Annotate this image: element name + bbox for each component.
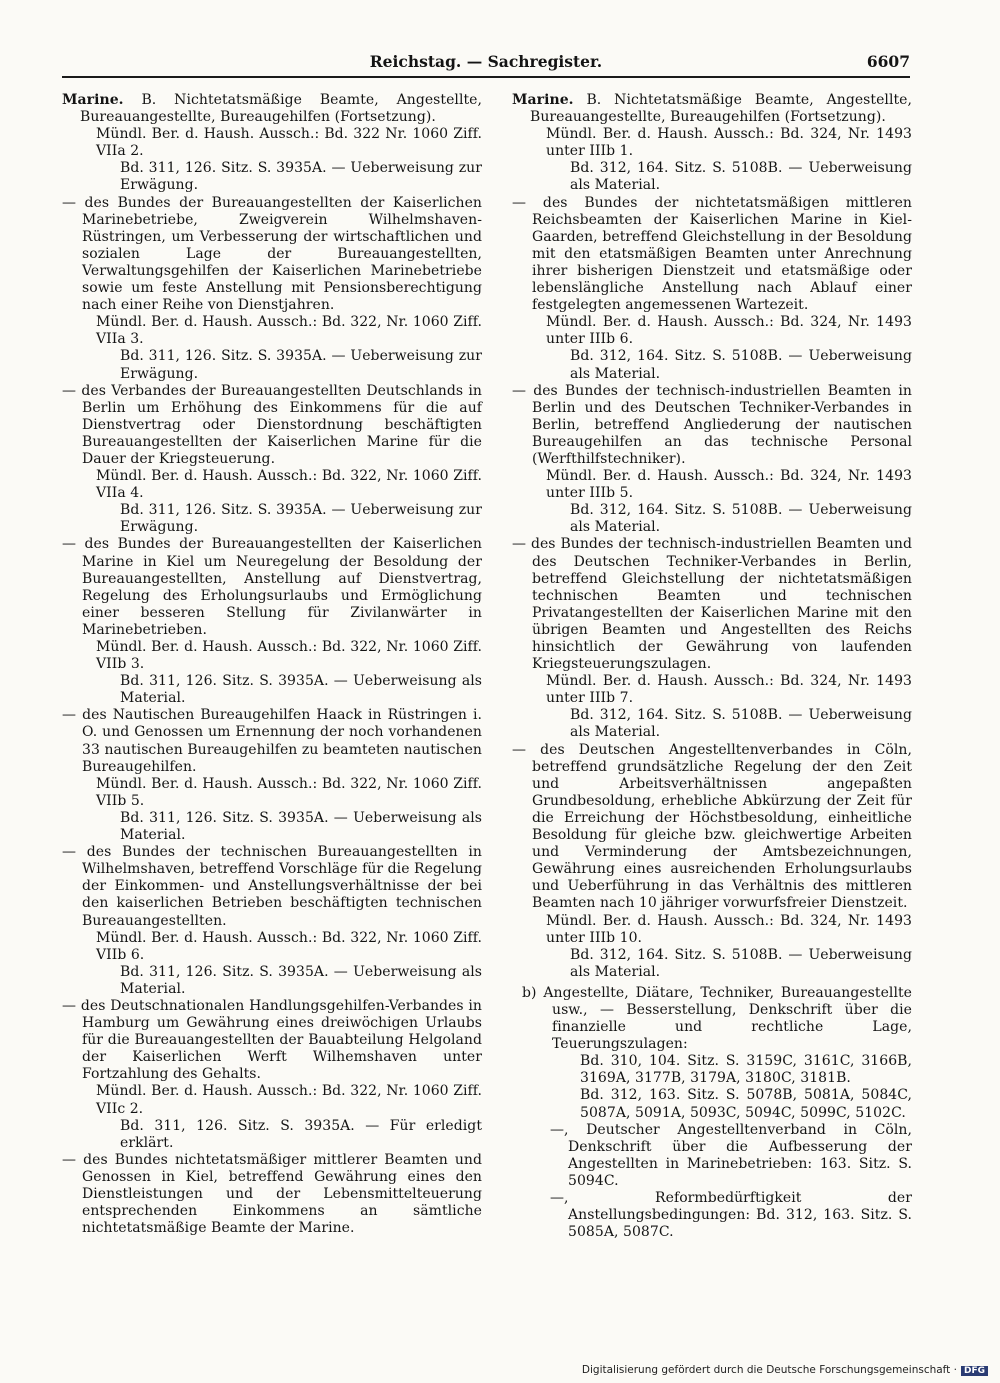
- right-entry-12: [512, 742, 912, 913]
- right-ref1-13: [512, 913, 912, 947]
- entry-text: — des Bundes der technischen Bureauangestellten in Wilhelmshaven, betreffend Vorschläge für die Regelung der Einkommen- und Anstellungsverhältnisse der bei den kaiserlichen Betrieben beschäftigten technischen Bureauangestellten.: [62, 844, 482, 929]
- page-header: [62, 52, 910, 74]
- right-ref1-7: [512, 468, 912, 502]
- entry-text: — des Bundes der technisch-industriellen Beamten in Berlin und des Deutschen Techniker-Verbandes in Berlin, betreffend Angliederung der nautischen Bureaugehilfen an das technische Personal (Werfthilfstechniker).: [512, 382, 912, 467]
- entry-text: Bd. 311, 126. Sitz. S. 3935A. — Ueberweisung als Material.: [120, 963, 482, 997]
- entry-text: Bd. 312, 163. Sitz. S. 5078B, 5081A, 5084C, 5087A, 5091A, 5093C, 5094C, 5099C, 5102C.: [580, 1087, 912, 1121]
- dfg-logo: DFG: [961, 1366, 988, 1376]
- entry-text: B. Nichtetatsmäßige Beamte, Angestellte, Bureauangestellte, Bureaugehilfen (Fortsetzung).: [530, 92, 912, 126]
- entry-text: Bd. 311, 126. Sitz. S. 3935A. — Ueberweisung zur Erwägung.: [120, 160, 482, 194]
- right-entry-6: [512, 383, 912, 468]
- left-column: [62, 92, 482, 1237]
- entry-text: Bd. 311, 126. Sitz. S. 3935A. — Ueberweisung als Material.: [120, 809, 482, 844]
- running-title: Reichstag. — Sachregister.: [369, 52, 603, 71]
- right-ref2-5: [512, 348, 912, 382]
- left-ref1-13: [62, 776, 482, 810]
- left-entry-15: [62, 844, 482, 929]
- right-ref2-14: [512, 947, 912, 981]
- right-ref2-2: [512, 160, 912, 194]
- entry-text: — des Verbandes der Bureauangestellten Deutschlands in Berlin um Erhöhung des Einkommens für die auf Dienstvertrag oder Dienstordnung beschäftigten Bureauangestellten der Kaiserlichen Marine für die Dauer der Kriegsteuerung.: [62, 382, 482, 467]
- right-subref-17: [512, 1087, 912, 1121]
- left-ref1-16: [62, 930, 482, 964]
- entry-text: Mündl. Ber. d. Haush. Aussch.: Bd. 324, Nr. 1493 unter IIIb 1.: [546, 126, 912, 160]
- left-entry-18: [62, 998, 482, 1083]
- entry-text: Mündl. Ber. d. Haush. Aussch.: Bd. 322, Nr. 1060 Ziff. VIIb 6.: [96, 929, 482, 963]
- right-ref1-10: [512, 673, 912, 707]
- left-head-0: [62, 92, 482, 126]
- entry-text: — des Bundes nichtetatsmäßiger mittlerer Beamten und Genossen in Kiel, betreffend Gewährung eines den Dienstleistungen und der Lebensmittelteuerung entsprechenden Einkommens an sämtliche nichtetatsmäßige Beamte der Marine.: [62, 1151, 482, 1237]
- right-head-0: [512, 92, 912, 126]
- left-ref1-1: [62, 126, 482, 160]
- entry-text: Mündl. Ber. d. Haush. Aussch.: Bd. 324, Nr. 1493 unter IIIb 5.: [546, 468, 912, 502]
- entry-text: Bd. 311, 126. Sitz. S. 3935A. — Ueberweisung zur Erwägung.: [120, 502, 482, 536]
- entry-text: Bd. 312, 164. Sitz. S. 5108B. — Ueberweisung als Material.: [570, 946, 912, 980]
- entry-text: Mündl. Ber. d. Haush. Aussch.: Bd. 322, Nr. 1060 Ziff. VIIa 3.: [96, 314, 482, 348]
- right-ref2-8: [512, 502, 912, 536]
- left-ref2-17: [62, 964, 482, 998]
- entry-text: —, Reformbedürftigkeit der Anstellungsbedingungen: Bd. 312, 163. Sitz. S. 5085A, 5087C.: [550, 1190, 912, 1241]
- entry-text: — des Bundes der Bureauangestellten der Kaiserlichen Marine in Kiel um Neuregelung der Besoldung der Bureauangestellten, Anstellung auf Dienstvertrag, Regelung des Erholungsurlaubs und Ermöglichung einer besseren Stellung für Zivilanwärter in Marinebetrieben.: [62, 536, 482, 638]
- entry-text: Bd. 312, 164. Sitz. S. 5108B. — Ueberweisung als Material.: [570, 348, 912, 382]
- entry-text: Mündl. Ber. d. Haush. Aussch.: Bd. 322, Nr. 1060 Ziff. VIIb 3.: [96, 639, 482, 673]
- left-ref2-11: [62, 673, 482, 707]
- left-ref2-8: [62, 502, 482, 536]
- left-ref2-2: [62, 160, 482, 194]
- left-ref1-4: [62, 314, 482, 348]
- section-keyword: Marine.: [62, 92, 124, 108]
- entry-text: Mündl. Ber. d. Haush. Aussch.: Bd. 324, Nr. 1493 unter IIIb 7.: [546, 673, 912, 707]
- entry-text: B. Nichtetatsmäßige Beamte, Angestellte, Bureauangestellte, Bureaugehilfen (Fortsetzung).: [80, 92, 482, 126]
- entry-text: Mündl. Ber. d. Haush. Aussch.: Bd. 322, Nr. 1060 Ziff. VIIa 4.: [96, 468, 482, 502]
- left-ref2-5: [62, 348, 482, 382]
- entry-text: Mündl. Ber. d. Haush. Aussch.: Bd. 322, Nr. 1060 Ziff. VIIb 5.: [96, 775, 482, 809]
- right-ref1-1: [512, 126, 912, 160]
- entry-text: Bd. 311, 126. Sitz. S. 3935A. — Ueberweisung als Material.: [120, 673, 482, 707]
- entry-text: Mündl. Ber. d. Haush. Aussch.: Bd. 322, Nr. 1060 Ziff. VIIc 2.: [96, 1083, 482, 1117]
- right-subentry-18: [512, 1122, 912, 1190]
- left-ref1-7: [62, 468, 482, 502]
- entry-text: — des Bundes der Bureauangestellten der Kaiserlichen Marinebetriebe, Zweigverein Wilhelmshaven-Rüstringen, um Verbesserung der wirtschaftlichen und sozialen Lage der Bureauangestellten, Verwaltungsgehilfen der Kaiserlichen Marinebetriebe sowie um feste Anstellung mit Pensionsberechtigung nach einer Reihe von Dienstjahren.: [62, 194, 482, 314]
- right-subentry2-19: [512, 1190, 912, 1241]
- footer-credit-text: Digitalisierung gefördert durch die Deutsche Forschungsgemeinschaft ·: [581, 1364, 957, 1376]
- entry-text: —, Deutscher Angestelltenverband in Cöln, Denkschrift über die Aufbesserung der Angestellten in Marinebetrieben: 163. Sitz. S. 5094C.: [550, 1121, 912, 1189]
- left-entry-12: [62, 707, 482, 775]
- section-keyword: Marine.: [512, 92, 574, 108]
- entry-text: Bd. 311, 126. Sitz. S. 3935A. — Für erledigt erklärt.: [120, 1117, 482, 1151]
- entry-text: Bd. 310, 104. Sitz. S. 3159C, 3161C, 3166B, 3169A, 3177B, 3179A, 3180C, 3181B.: [580, 1053, 912, 1087]
- entry-text: — des Bundes der nichtetatsmäßigen mittleren Reichsbeamten der Kaiserlichen Marine in Kiel-Gaarden, betreffend Gleichstellung in der Besoldung mit den etatsmäßigen Beamten unter Anrechnung ihrer bisherigen Dienstzeit und etatsmäßige oder lebenslängliche Anstellung nach Ablauf einer festgelegten angemessenen Wartezeit.: [512, 194, 912, 314]
- left-ref1-19: [62, 1083, 482, 1117]
- left-entry-9: [62, 536, 482, 639]
- header-rule: [62, 76, 910, 78]
- left-entry-21: [62, 1152, 482, 1237]
- right-entry-3: [512, 195, 912, 315]
- page-number: 6607: [866, 52, 910, 71]
- right-ref2-11: [512, 707, 912, 741]
- right-ref1-4: [512, 314, 912, 348]
- entry-text: Bd. 312, 164. Sitz. S. 5108B. — Ueberweisung als Material.: [570, 502, 912, 536]
- left-ref2-20: [62, 1118, 482, 1152]
- entry-text: Mündl. Ber. d. Haush. Aussch.: Bd. 324, Nr. 1493 unter IIIb 10.: [546, 912, 912, 946]
- entry-text: Mündl. Ber. d. Haush. Aussch.: Bd. 324, Nr. 1493 unter IIIb 6.: [546, 314, 912, 348]
- right-column: [512, 92, 912, 1241]
- footer-credit: [582, 1364, 988, 1376]
- entry-text: Bd. 312, 164. Sitz. S. 5108B. — Ueberweisung als Material.: [570, 160, 912, 194]
- entry-text: — des Deutschnationalen Handlungsgehilfen-Verbandes in Hamburg um Gewährung eines dreiwöchigen Urlaubs für die Bureauangestellten der Bauabteilung Helgoland der Kaiserlichen Werft Wilhemshaven unter Fortzahlung des Gehalts.: [62, 997, 482, 1083]
- left-entry-6: [62, 383, 482, 468]
- entry-text: Mündl. Ber. d. Haush. Aussch.: Bd. 322 Nr. 1060 Ziff. VIIa 2.: [96, 126, 482, 160]
- left-entry-3: [62, 195, 482, 315]
- entry-text: Bd. 311, 126. Sitz. S. 3935A. — Ueberweisung zur Erwägung.: [120, 348, 482, 382]
- left-ref1-10: [62, 639, 482, 673]
- right-entry-9: [512, 536, 912, 673]
- entry-text: b) Angestellte, Diätare, Techniker, Bureauangestellte usw., — Besserstellung, Denkschrift über die finanzielle und rechtliche Lage, Teuerungszulagen:: [522, 984, 912, 1053]
- right-sub-15: [512, 985, 912, 1053]
- entry-text: Bd. 312, 164. Sitz. S. 5108B. — Ueberweisung als Material.: [570, 707, 912, 741]
- right-subref-16: [512, 1053, 912, 1087]
- entry-text: — des Deutschen Angestelltenverbandes in Cöln, betreffend grundsätzliche Regelung der den Zeit und Arbeitsverhältnissen angepaßten Grundbesoldung, erhebliche Abkürzung der Zeit für die Erreichung der Höchstbesoldung, einheitliche Besoldung für gleiche bzw. gleichwertige Arbeiten und Verminderung der Amtsbezeichnungen, Gewährung eines ausreichenden Erholungsurlaubs und Ueberführung in das Verhältnis des mittleren Beamten nach 10 jähriger vorwurfsfreier Dienstzeit.: [512, 741, 912, 912]
- entry-text: — des Nautischen Bureaugehilfen Haack in Rüstringen i. O. und Genossen um Ernennung der noch vorhandenen 33 nautischen Bureaugehilfen zu beamteten nautischen Bureaugehilfen.: [62, 707, 482, 775]
- left-ref2-14: [62, 810, 482, 844]
- entry-text: — des Bundes der technisch-industriellen Beamten und des Deutschen Techniker-Verbandes in Berlin, betreffend Gleichstellung der nichtetatsmäßigen technischen Beamten und technischen Privatangestellten der Kaiserlichen Marine mit den übrigen Beamten und Angestellten des Reichs hinsichtlich der Gewährung von laufenden Kriegsteuerungszulagen.: [512, 536, 912, 673]
